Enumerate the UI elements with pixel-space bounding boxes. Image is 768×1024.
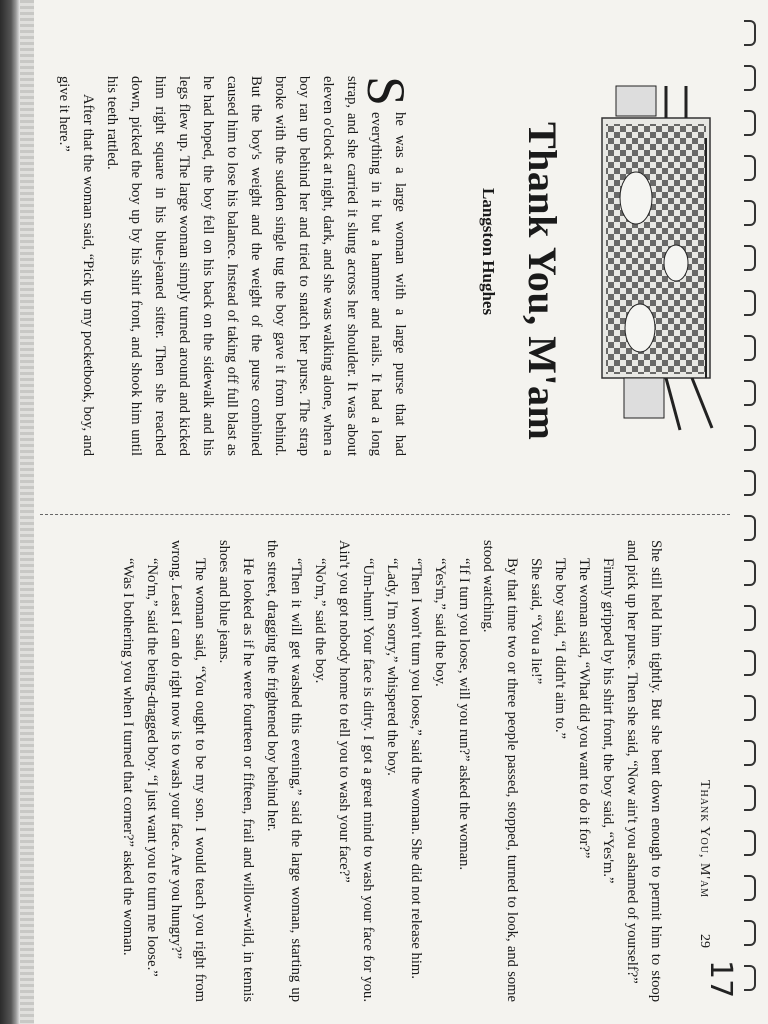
running-header: Thank You, M'am: [697, 780, 712, 899]
binding-ring: [744, 740, 756, 766]
paragraph: “Um-hum! Your face is dirty. I got a great mind to wash your face for you. Ain't you got nobody home to tell you to wash your face?”: [336, 540, 376, 1002]
story-title: Thank You, M'am: [520, 122, 565, 441]
binding-ring: [744, 155, 756, 181]
paragraph: “Lady, I'm sorry,” whispered the boy.: [384, 558, 400, 776]
spiral-binding: [734, 20, 760, 1010]
binding-ring: [744, 785, 756, 811]
paragraph: “No'm,” said the being-dragged boy. “I just want you to turn me loose.”: [144, 558, 160, 977]
paragraph: Firmly gripped by his shirt front, the boy said, “Yes'm.”: [600, 558, 616, 884]
binding-ring: [744, 200, 756, 226]
binding-ring: [744, 605, 756, 631]
paragraph: “If I turn you loose, will you run?” asked the woman.: [456, 558, 472, 871]
story-author: Langston Hughes: [479, 188, 498, 316]
binding-ring: [744, 65, 756, 91]
paragraph: The boy said, “I didn't aim to.”: [552, 558, 568, 739]
binding-ring: [744, 560, 756, 586]
handwritten-page-mark: 17: [703, 960, 738, 999]
text-column-upper: [56, 76, 416, 456]
paragraph: The woman said, “You ought to be my son. I would teach you right from wrong. Least I can do right now is to wash your face. Are you hungry?”: [168, 540, 208, 1002]
binding-ring: [744, 245, 756, 271]
illustration-dining-table-chairs: [596, 78, 716, 442]
paragraph: The woman said, “What did you want to do it for?”: [576, 558, 592, 859]
binding-ring: [744, 470, 756, 496]
paragraph: He looked as if he were fourteen or fifteen, frail and willow-wild, in tennis shoes and blue jeans.: [216, 540, 256, 1002]
paragraph: “No'm,” said the boy.: [312, 558, 328, 684]
binding-ring: [744, 830, 756, 856]
paragraph: By that time two or three people passed, stopped, turned to look, and some stood watching.: [480, 540, 520, 1002]
paragraph-text: he was a large woman with a large purse that had everything in it but a hammer and nails. It had a long strap, and she carried it slung across her shoulder. It was about eleven o'clock at night, dark, and she was walking alone, when a boy ran up behind her and tried to snatch her purse. The strap broke with the sudden single tug the boy gave it from behind. But the boy's weight and the weight of the purse combined caused him to lose his balance. Instead of taking off full blast as he had hoped, the boy fell on his back on the sidewalk and his legs flew up. The large woman simply turned around and kicked him right square in his blue-jeaned sitter. Then she reached down, picked the boy up by his shirt front, and shook him until his teeth rattled.: [104, 76, 408, 456]
page-number: 29: [697, 934, 712, 948]
drop-cap: S: [356, 76, 416, 107]
text-column-lower: [78, 540, 668, 1002]
binding-ring: [744, 335, 756, 361]
binding-ring: [744, 515, 756, 541]
scanner-edge-texture: [20, 0, 34, 1024]
binding-ring: [744, 425, 756, 451]
binding-ring: [744, 290, 756, 316]
binding-ring: [744, 650, 756, 676]
binding-ring: [744, 920, 756, 946]
binding-ring: [744, 380, 756, 406]
binding-ring: [744, 965, 756, 991]
paragraph: “Yes'm,” said the boy.: [432, 558, 448, 687]
paragraph: “Then I won't turn you loose,” said the woman. She did not release him.: [408, 558, 424, 979]
binding-ring: [744, 110, 756, 136]
page-gutter-line: [40, 514, 730, 515]
binding-ring: [744, 695, 756, 721]
paragraph: She said, “You a lie!”: [528, 558, 544, 685]
scanner-edge: [0, 0, 20, 1024]
binding-ring: [744, 20, 756, 46]
paragraph: “Was I bothering you when I turned that corner?” asked the woman.: [120, 558, 136, 956]
opening-paragraph: [100, 76, 416, 456]
paragraph: “Then it will get washed this evening,” said the large woman, starting up the street, dragging the frightened boy behind her.: [264, 540, 304, 1002]
paragraph: She still held him tightly. But she bent down enough to permit him to stoop and pick up her purse. Then she said, “Now ain't you ashamed of yourself?”: [624, 540, 664, 1002]
paragraph: After that the woman said, “Pick up my pocketbook, boy, and give it here.”: [56, 76, 96, 456]
binding-ring: [744, 875, 756, 901]
